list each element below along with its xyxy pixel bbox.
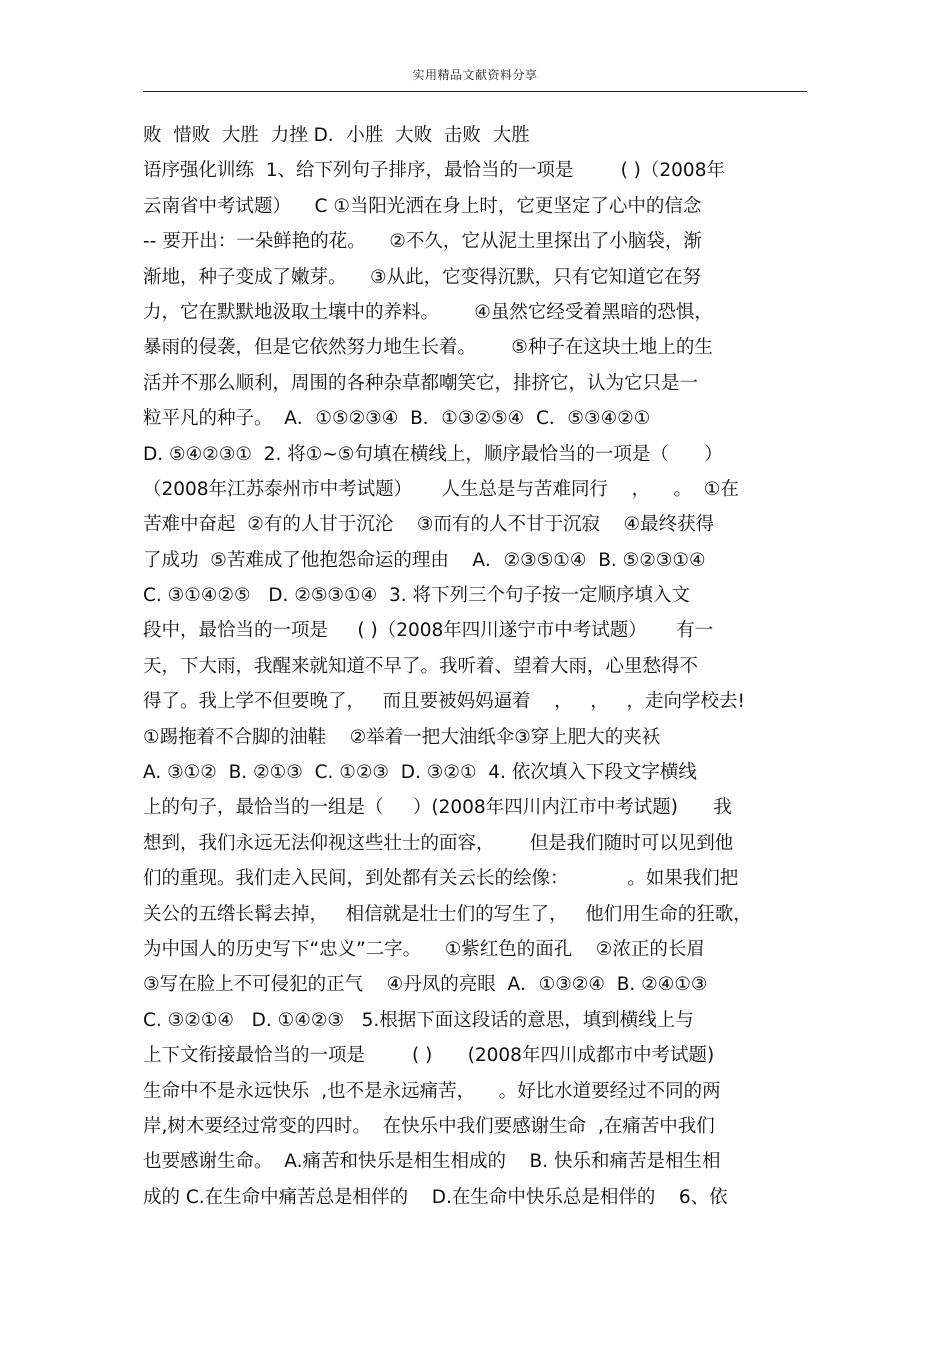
text-line-9: 粒平凡的种子。 A．①⑤②③④ B．①③②⑤④ C．⑤③④②① [143,408,651,430]
text-line-14: C. ③①④②⑤ D. ②⑤③①④ 3. 将下列三个句子按一定顺序填入文 [143,585,690,607]
text-line-15: 段中，最恰当的一项是 ( )（2008年四川遂宁市中考试题） 有一 [143,620,714,642]
text-line-18: ①踢拖着不合脚的油鞋 ②举着一把大油纸伞③穿上肥大的夹袄 [143,726,661,748]
text-line-31: 成的 C.在生命中痛苦总是相伴的 D.在生命中快乐总是相伴的 6、依 [143,1186,728,1208]
text-line-19: A. ③①② B. ②①③ C. ①②③ D. ③②① 4. 依次填入下段文字横线 [143,762,697,784]
text-line-5: 渐地，种子变成了嫩芽。 ③从此，它变得沉默，只有它知道它在努 [143,266,702,288]
text-line-29: 岸,树木要经过常变的四时。 在快乐中我们要感谢生命 ,在痛苦中我们 [143,1115,715,1137]
text-line-17: 得了。我上学不但要晚了， 而且要被妈妈逼着 ， ， ，走向学校去! [143,691,745,713]
text-line-27: 上下文衔接最恰当的一项是 ( ) (2008年四川成都市中考试题) [143,1045,715,1067]
text-line-13: 了成功 ⑤苦难成了他抱怨命运的理由 A．②③⑤①④ B. ⑤②③①④ [143,549,706,571]
text-line-1: 败 惜败 大胜 力挫 D．小胜 大败 击败 大胜 [143,125,530,146]
text-line-20: 上的句子，最恰当的一组是（ ）(2008年四川内江市中考试题) 我 [143,797,732,819]
text-line-3: 云南省中考试题） C ①当阳光洒在身上时，它更坚定了心中的信念 [143,195,702,217]
text-line-8: 活并不那么顺利，周围的各种杂草都嘲笑它，排挤它，认为它只是一 [143,372,699,394]
text-line-22: 们的重现。我们走入民间，到处都有关云长的绘像： 。如果我们把 [143,868,739,890]
text-line-23: 关公的五绺长髯去掉， 相信就是壮士们的写生了， 他们用生命的狂歌， [143,903,752,925]
text-line-25: ③写在脸上不可侵犯的正气 ④丹凤的亮眼 A．①③②④ B. ②④①③ [143,974,708,996]
text-line-11: （2008年江苏泰州市中考试题） 人生总是与苦难同行 ， 。 ①在 [143,478,739,500]
text-line-12: 苦难中奋起 ②有的人甘于沉沦 ③而有的人不甘于沉寂 ④最终获得 [143,514,715,536]
text-line-24: 为中国人的历史写下“忠义”二字。 ①紫红色的面孔 ②浓正的长眉 [143,938,705,960]
text-line-4: -- 要开出：一朵鲜艳的花。 ②不久，它从泥土里探出了小脑袋，渐 [143,231,702,253]
text-line-16: 天，下大雨，我醒来就知道不早了。我听着、望着大雨，心里愁得不 [143,655,699,677]
document-body [143,118,823,1215]
text-line-30: 也要感谢生命。 A.痛苦和快乐是相生相成的 B. 快乐和痛苦是相生相 [143,1151,721,1173]
text-line-10: D. ⑤④②③① 2. 将①~⑤句填在横线上，顺序最恰当的一项是（ ） [143,443,723,465]
text-line-28: 生命中不是永远快乐 ,也不是永远痛苦， 。好比水道要经过不同的两 [143,1080,721,1102]
text-line-6: 力，它在默默地汲取土壤中的养料。 ④虽然它经受着黑暗的恐惧， [143,301,713,323]
text-line-2: 语序强化训练 1、给下列句子排序，最恰当的一项是 ( )（2008年 [143,160,725,182]
header-divider [143,91,807,92]
text-line-21: 想到，我们永远无法仰视这些壮士的面容， 但是我们随时可以见到他 [143,832,734,854]
text-line-7: 暴雨的侵袭，但是它依然努力地生长着。 ⑤种子在这块土地上的生 [143,337,713,359]
page-header-title: 实用精品文献资料分享 [412,68,538,82]
text-line-26: C. ③②①④ D. ①④②③ 5.根据下面这段话的意思，填到横线上与 [143,1009,694,1031]
